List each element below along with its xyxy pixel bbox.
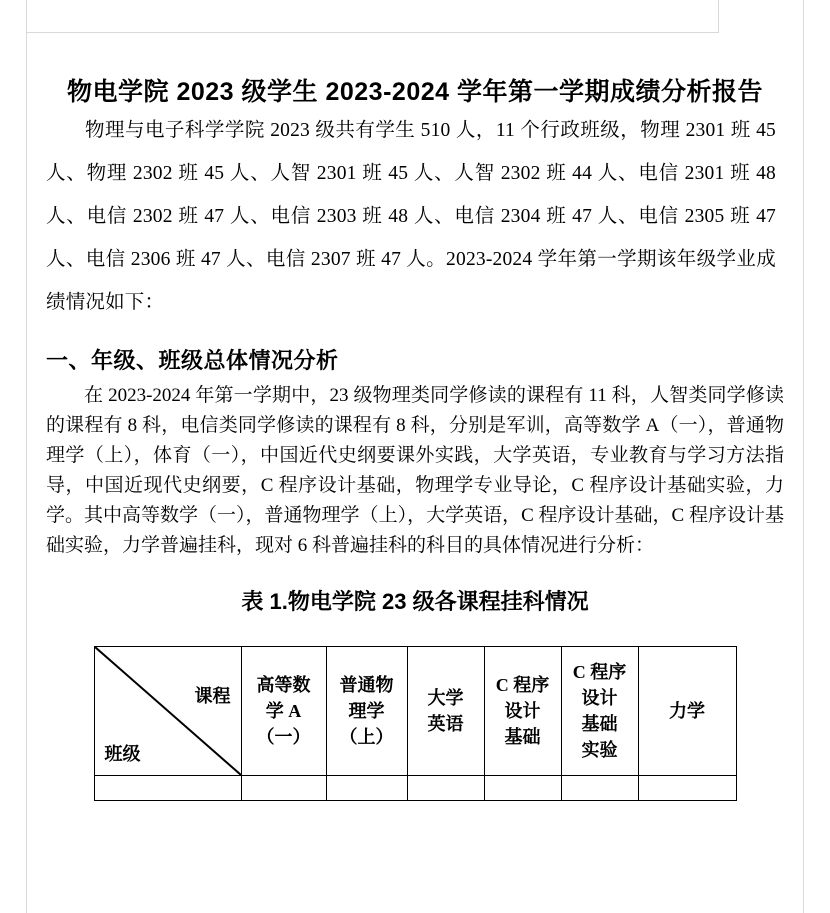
- course-failure-table: [94, 646, 737, 801]
- page-title: 物电学院 2023 级学生 2023-2024 学年第一学期成绩分析报告: [67, 78, 763, 106]
- header-line: 基础: [581, 713, 618, 734]
- margin-guide-right: [803, 0, 804, 913]
- header-line: C 程序: [495, 674, 550, 695]
- header-line: 学 A: [265, 700, 302, 721]
- table-header-english: [407, 646, 484, 775]
- table-cell: [326, 775, 407, 800]
- header-line: 高等数: [256, 674, 311, 695]
- table-caption: 表 1.物电学院 23 级各课程挂科情况: [241, 588, 589, 614]
- table-corner-cell: [94, 646, 241, 775]
- table-cell: [407, 775, 484, 800]
- header-line: 基础: [504, 726, 541, 747]
- corner-label-course: 课程: [194, 685, 231, 706]
- table-cell: [94, 775, 241, 800]
- header-line: 设计: [581, 687, 618, 708]
- corner-label-class: 班级: [104, 743, 141, 764]
- table-header-math: [241, 646, 326, 775]
- section-one-paragraph: 在 2023-2024 年第一学期中，23 级物理类同学修读的课程有 11 科，人智类同学修读的课程有 8 科，电信类同学修读的课程有 8 科，分别是军训，高等数学 A（一），普通物理学（上），体育（一），中国近代史纲要课外实践，大学英语，专业教育与学习方法指导，中国近现代史纲要，C 程序设计基础，物理学专业导论，C 程序设计基础实验，力学。其中高等数学（一），普通物理学（上），大学英语，C 程序设计基础，C 程序设计基础实验，力学普遍挂科，现对 6 科普遍挂科的科目的具体情况进行分析：: [46, 384, 784, 556]
- header-line: 普通物: [339, 674, 394, 695]
- header-line: 设计: [504, 700, 541, 721]
- table-header-physics: [326, 646, 407, 775]
- header-line: （一）: [256, 726, 311, 747]
- table-cell: [484, 775, 561, 800]
- header-line: 英语: [427, 713, 464, 734]
- header-line: C 程序: [572, 661, 627, 682]
- table-container: [46, 646, 784, 801]
- header-line: （上）: [339, 726, 394, 747]
- table-cell: [241, 775, 326, 800]
- header-line: 大学: [427, 687, 464, 708]
- intro-paragraph: 物理与电子科学学院 2023 级共有学生 510 人，11 个行政班级，物理 2301 班 45 人、物理 2302 班 45 人、人智 2301 班 45 人、人智 2302 班 44 人、电信 2301 班 48 人、电信 2302 班 47 人、电信 2303 班 48 人、电信 2304 班 47 人、电信 2305 班 47 人、电信 2306 班 47 人、电信 2307 班 47 人。2023-2024 学年第一学期该年级学业成绩情况如下：: [46, 119, 776, 313]
- table-cell: [561, 775, 638, 800]
- table-row: [94, 775, 736, 800]
- header-line: 实验: [581, 739, 618, 760]
- margin-guide-left: [26, 0, 27, 913]
- table-header-c-programming-lab: [561, 646, 638, 775]
- header-line: 理学: [348, 700, 385, 721]
- document-content: [46, 0, 784, 801]
- header-line: 力学: [669, 700, 705, 721]
- table-cell: [638, 775, 736, 800]
- table-header-mechanics: [638, 646, 736, 775]
- table-header-row: [94, 646, 736, 775]
- section-heading-overall-analysis: 一、年级、班级总体情况分析: [46, 347, 339, 373]
- table-header-c-programming: [484, 646, 561, 775]
